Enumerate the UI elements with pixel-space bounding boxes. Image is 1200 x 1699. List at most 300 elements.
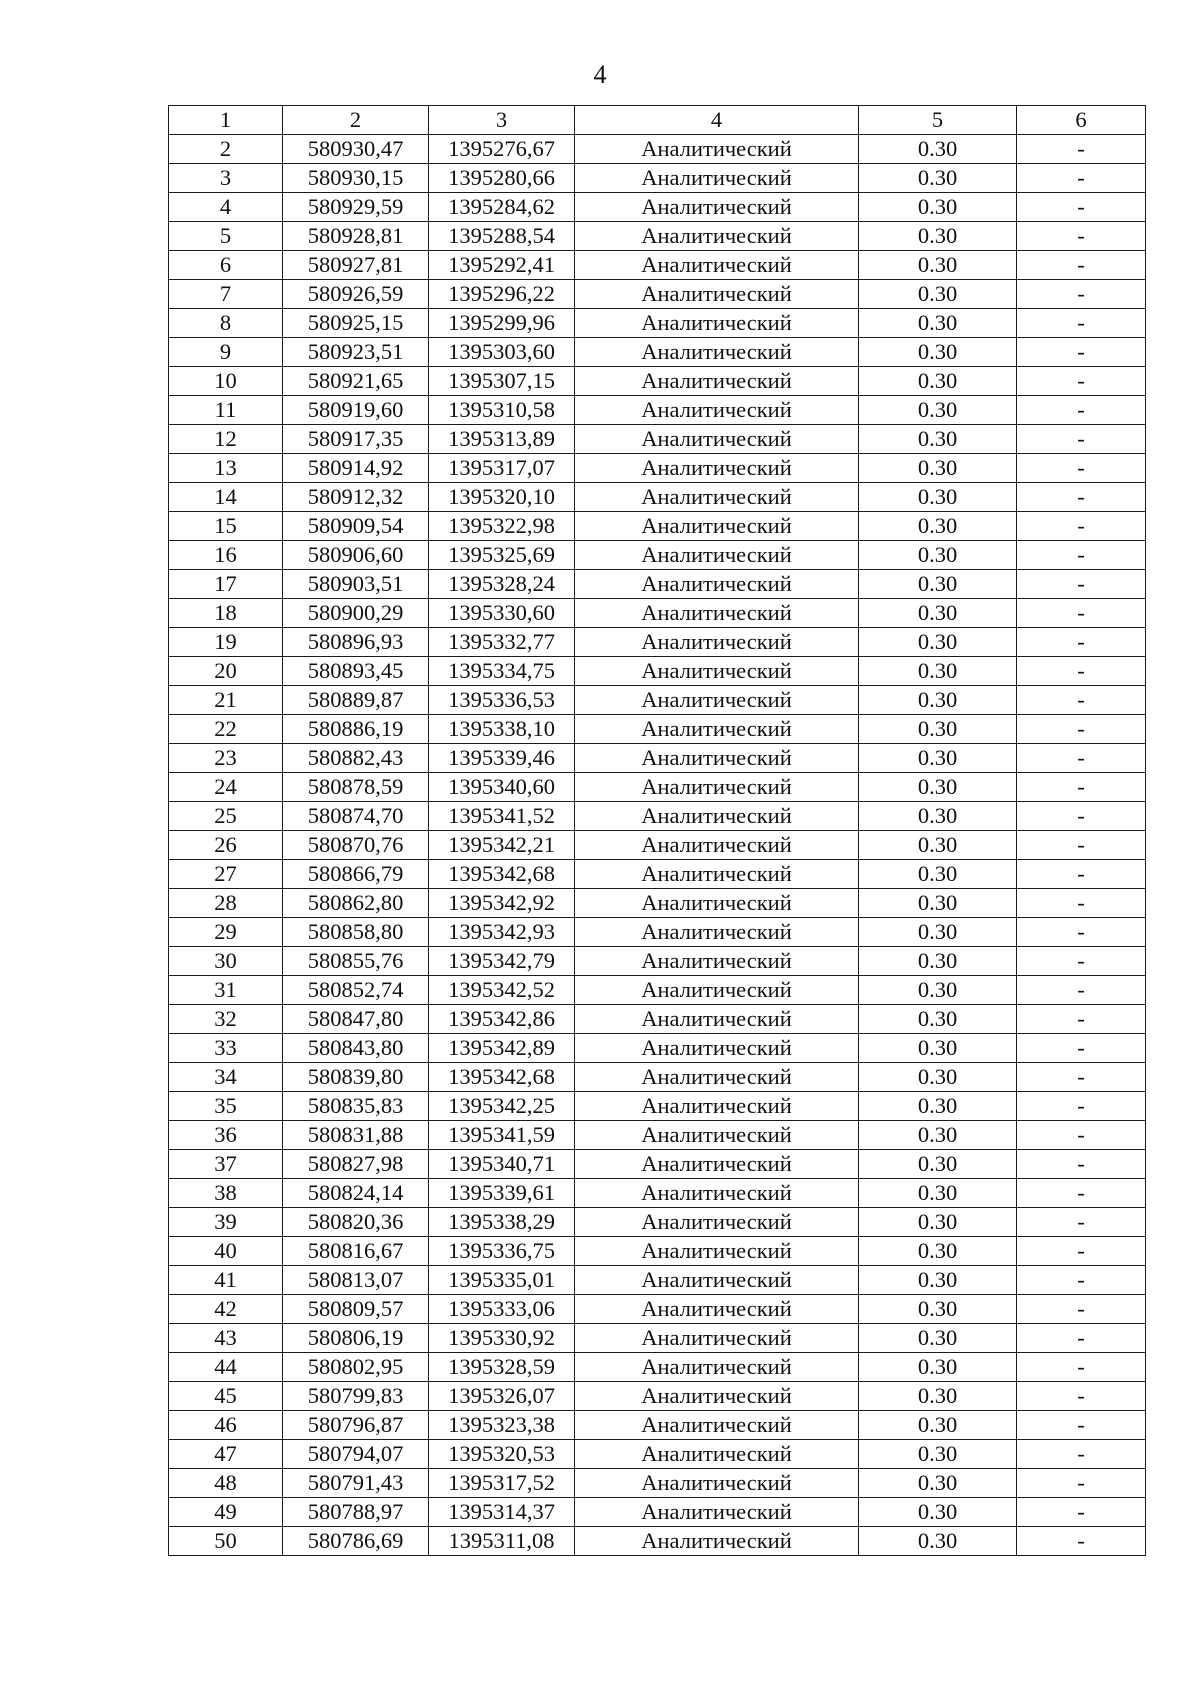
accuracy-cell: 0.30 [859, 1353, 1017, 1382]
accuracy-cell: 0.30 [859, 541, 1017, 570]
accuracy-cell: 0.30 [859, 1527, 1017, 1556]
x-coordinate-cell: 580806,19 [283, 1324, 429, 1353]
y-coordinate-cell: 1395342,68 [429, 1063, 575, 1092]
accuracy-cell: 0.30 [859, 1411, 1017, 1440]
y-coordinate-cell: 1395330,60 [429, 599, 575, 628]
point-number-cell: 4 [169, 193, 283, 222]
method-cell: Аналитический [575, 222, 859, 251]
accuracy-cell: 0.30 [859, 135, 1017, 164]
method-cell: Аналитический [575, 860, 859, 889]
point-number-cell: 47 [169, 1440, 283, 1469]
point-number-cell: 27 [169, 860, 283, 889]
note-cell: - [1017, 599, 1146, 628]
note-cell: - [1017, 1498, 1146, 1527]
y-coordinate-cell: 1395322,98 [429, 512, 575, 541]
x-coordinate-cell: 580858,80 [283, 918, 429, 947]
x-coordinate-cell: 580927,81 [283, 251, 429, 280]
note-cell: - [1017, 570, 1146, 599]
accuracy-cell: 0.30 [859, 947, 1017, 976]
point-number-cell: 11 [169, 396, 283, 425]
note-cell: - [1017, 860, 1146, 889]
table-row [169, 541, 1146, 570]
table-row [169, 1121, 1146, 1150]
table-row [169, 918, 1146, 947]
accuracy-cell: 0.30 [859, 1295, 1017, 1324]
point-number-cell: 15 [169, 512, 283, 541]
y-coordinate-cell: 1395335,01 [429, 1266, 575, 1295]
y-coordinate-cell: 1395330,92 [429, 1324, 575, 1353]
y-coordinate-cell: 1395342,79 [429, 947, 575, 976]
y-coordinate-cell: 1395307,15 [429, 367, 575, 396]
method-cell: Аналитический [575, 1469, 859, 1498]
y-coordinate-cell: 1395341,59 [429, 1121, 575, 1150]
x-coordinate-cell: 580919,60 [283, 396, 429, 425]
method-cell: Аналитический [575, 1179, 859, 1208]
method-cell: Аналитический [575, 802, 859, 831]
x-coordinate-cell: 580925,15 [283, 309, 429, 338]
y-coordinate-cell: 1395336,53 [429, 686, 575, 715]
note-cell: - [1017, 1005, 1146, 1034]
point-number-cell: 43 [169, 1324, 283, 1353]
accuracy-cell: 0.30 [859, 570, 1017, 599]
table-row [169, 193, 1146, 222]
note-cell: - [1017, 947, 1146, 976]
x-coordinate-cell: 580914,92 [283, 454, 429, 483]
method-cell: Аналитический [575, 193, 859, 222]
x-coordinate-cell: 580820,36 [283, 1208, 429, 1237]
method-cell: Аналитический [575, 1266, 859, 1295]
point-number-cell: 8 [169, 309, 283, 338]
accuracy-cell: 0.30 [859, 164, 1017, 193]
y-coordinate-cell: 1395334,75 [429, 657, 575, 686]
x-coordinate-cell: 580794,07 [283, 1440, 429, 1469]
x-coordinate-cell: 580896,93 [283, 628, 429, 657]
accuracy-cell: 0.30 [859, 251, 1017, 280]
y-coordinate-cell: 1395325,69 [429, 541, 575, 570]
method-cell: Аналитический [575, 309, 859, 338]
point-number-cell: 38 [169, 1179, 283, 1208]
table-row [169, 425, 1146, 454]
y-coordinate-cell: 1395342,25 [429, 1092, 575, 1121]
x-coordinate-cell: 580847,80 [283, 1005, 429, 1034]
note-cell: - [1017, 1324, 1146, 1353]
column-header-4: 4 [575, 106, 859, 135]
table-row [169, 831, 1146, 860]
note-cell: - [1017, 1150, 1146, 1179]
accuracy-cell: 0.30 [859, 1208, 1017, 1237]
note-cell: - [1017, 1411, 1146, 1440]
x-coordinate-cell: 580906,60 [283, 541, 429, 570]
method-cell: Аналитический [575, 628, 859, 657]
note-cell: - [1017, 1121, 1146, 1150]
point-number-cell: 14 [169, 483, 283, 512]
note-cell: - [1017, 135, 1146, 164]
x-coordinate-cell: 580802,95 [283, 1353, 429, 1382]
table-row [169, 715, 1146, 744]
method-cell: Аналитический [575, 1005, 859, 1034]
note-cell: - [1017, 367, 1146, 396]
accuracy-cell: 0.30 [859, 1092, 1017, 1121]
table-row [169, 860, 1146, 889]
y-coordinate-cell: 1395336,75 [429, 1237, 575, 1266]
table-body [169, 135, 1146, 1556]
note-cell: - [1017, 338, 1146, 367]
accuracy-cell: 0.30 [859, 860, 1017, 889]
accuracy-cell: 0.30 [859, 744, 1017, 773]
point-number-cell: 48 [169, 1469, 283, 1498]
y-coordinate-cell: 1395342,68 [429, 860, 575, 889]
table-row [169, 976, 1146, 1005]
accuracy-cell: 0.30 [859, 976, 1017, 1005]
table-row [169, 889, 1146, 918]
table-row [169, 1353, 1146, 1382]
point-number-cell: 19 [169, 628, 283, 657]
note-cell: - [1017, 454, 1146, 483]
y-coordinate-cell: 1395333,06 [429, 1295, 575, 1324]
column-header-5: 5 [859, 106, 1017, 135]
y-coordinate-cell: 1395320,10 [429, 483, 575, 512]
note-cell: - [1017, 1237, 1146, 1266]
point-number-cell: 5 [169, 222, 283, 251]
point-number-cell: 34 [169, 1063, 283, 1092]
point-number-cell: 31 [169, 976, 283, 1005]
table-row [169, 338, 1146, 367]
accuracy-cell: 0.30 [859, 686, 1017, 715]
method-cell: Аналитический [575, 947, 859, 976]
y-coordinate-cell: 1395342,86 [429, 1005, 575, 1034]
table-row [169, 1237, 1146, 1266]
accuracy-cell: 0.30 [859, 512, 1017, 541]
point-number-cell: 35 [169, 1092, 283, 1121]
point-number-cell: 26 [169, 831, 283, 860]
table-row [169, 744, 1146, 773]
note-cell: - [1017, 1063, 1146, 1092]
method-cell: Аналитический [575, 570, 859, 599]
y-coordinate-cell: 1395328,24 [429, 570, 575, 599]
point-number-cell: 44 [169, 1353, 283, 1382]
method-cell: Аналитический [575, 744, 859, 773]
accuracy-cell: 0.30 [859, 889, 1017, 918]
table-row [169, 599, 1146, 628]
accuracy-cell: 0.30 [859, 396, 1017, 425]
point-number-cell: 39 [169, 1208, 283, 1237]
header-row [169, 106, 1146, 135]
accuracy-cell: 0.30 [859, 628, 1017, 657]
method-cell: Аналитический [575, 1121, 859, 1150]
note-cell: - [1017, 918, 1146, 947]
table-row [169, 1469, 1146, 1498]
point-number-cell: 9 [169, 338, 283, 367]
point-number-cell: 7 [169, 280, 283, 309]
note-cell: - [1017, 1179, 1146, 1208]
method-cell: Аналитический [575, 918, 859, 947]
accuracy-cell: 0.30 [859, 1005, 1017, 1034]
note-cell: - [1017, 1353, 1146, 1382]
method-cell: Аналитический [575, 773, 859, 802]
point-number-cell: 23 [169, 744, 283, 773]
table-row [169, 1266, 1146, 1295]
accuracy-cell: 0.30 [859, 1179, 1017, 1208]
method-cell: Аналитический [575, 715, 859, 744]
accuracy-cell: 0.30 [859, 1150, 1017, 1179]
point-number-cell: 49 [169, 1498, 283, 1527]
y-coordinate-cell: 1395341,52 [429, 802, 575, 831]
method-cell: Аналитический [575, 831, 859, 860]
method-cell: Аналитический [575, 251, 859, 280]
method-cell: Аналитический [575, 483, 859, 512]
x-coordinate-cell: 580827,98 [283, 1150, 429, 1179]
y-coordinate-cell: 1395284,62 [429, 193, 575, 222]
note-cell: - [1017, 657, 1146, 686]
table-row [169, 802, 1146, 831]
x-coordinate-cell: 580835,83 [283, 1092, 429, 1121]
accuracy-cell: 0.30 [859, 715, 1017, 744]
accuracy-cell: 0.30 [859, 1324, 1017, 1353]
y-coordinate-cell: 1395342,21 [429, 831, 575, 860]
y-coordinate-cell: 1395342,92 [429, 889, 575, 918]
note-cell: - [1017, 976, 1146, 1005]
x-coordinate-cell: 580889,87 [283, 686, 429, 715]
x-coordinate-cell: 580928,81 [283, 222, 429, 251]
point-number-cell: 41 [169, 1266, 283, 1295]
table-row [169, 1005, 1146, 1034]
note-cell: - [1017, 1266, 1146, 1295]
point-number-cell: 25 [169, 802, 283, 831]
table-header [169, 106, 1146, 135]
table-row [169, 947, 1146, 976]
note-cell: - [1017, 1034, 1146, 1063]
table-row [169, 570, 1146, 599]
y-coordinate-cell: 1395313,89 [429, 425, 575, 454]
table-row [169, 1411, 1146, 1440]
table-row [169, 222, 1146, 251]
note-cell: - [1017, 773, 1146, 802]
point-number-cell: 45 [169, 1382, 283, 1411]
x-coordinate-cell: 580843,80 [283, 1034, 429, 1063]
point-number-cell: 50 [169, 1527, 283, 1556]
method-cell: Аналитический [575, 1382, 859, 1411]
accuracy-cell: 0.30 [859, 483, 1017, 512]
note-cell: - [1017, 802, 1146, 831]
table-row [169, 1092, 1146, 1121]
note-cell: - [1017, 425, 1146, 454]
method-cell: Аналитический [575, 280, 859, 309]
y-coordinate-cell: 1395317,07 [429, 454, 575, 483]
method-cell: Аналитический [575, 1237, 859, 1266]
accuracy-cell: 0.30 [859, 222, 1017, 251]
table-row [169, 251, 1146, 280]
y-coordinate-cell: 1395328,59 [429, 1353, 575, 1382]
column-header-6: 6 [1017, 106, 1146, 135]
accuracy-cell: 0.30 [859, 193, 1017, 222]
accuracy-cell: 0.30 [859, 657, 1017, 686]
x-coordinate-cell: 580886,19 [283, 715, 429, 744]
table-row [169, 1440, 1146, 1469]
note-cell: - [1017, 628, 1146, 657]
method-cell: Аналитический [575, 425, 859, 454]
point-number-cell: 32 [169, 1005, 283, 1034]
accuracy-cell: 0.30 [859, 918, 1017, 947]
note-cell: - [1017, 541, 1146, 570]
table-row [169, 1382, 1146, 1411]
method-cell: Аналитический [575, 1527, 859, 1556]
table-row [169, 657, 1146, 686]
accuracy-cell: 0.30 [859, 1469, 1017, 1498]
x-coordinate-cell: 580882,43 [283, 744, 429, 773]
accuracy-cell: 0.30 [859, 338, 1017, 367]
point-number-cell: 16 [169, 541, 283, 570]
table-row [169, 135, 1146, 164]
x-coordinate-cell: 580839,80 [283, 1063, 429, 1092]
method-cell: Аналитический [575, 657, 859, 686]
note-cell: - [1017, 164, 1146, 193]
accuracy-cell: 0.30 [859, 1063, 1017, 1092]
x-coordinate-cell: 580816,67 [283, 1237, 429, 1266]
column-header-1: 1 [169, 106, 283, 135]
method-cell: Аналитический [575, 1034, 859, 1063]
accuracy-cell: 0.30 [859, 280, 1017, 309]
point-number-cell: 22 [169, 715, 283, 744]
note-cell: - [1017, 1527, 1146, 1556]
x-coordinate-cell: 580799,83 [283, 1382, 429, 1411]
table-row [169, 1208, 1146, 1237]
note-cell: - [1017, 686, 1146, 715]
note-cell: - [1017, 193, 1146, 222]
point-number-cell: 28 [169, 889, 283, 918]
accuracy-cell: 0.30 [859, 599, 1017, 628]
accuracy-cell: 0.30 [859, 425, 1017, 454]
point-number-cell: 13 [169, 454, 283, 483]
method-cell: Аналитический [575, 1353, 859, 1382]
x-coordinate-cell: 580862,80 [283, 889, 429, 918]
note-cell: - [1017, 715, 1146, 744]
table-row [169, 164, 1146, 193]
accuracy-cell: 0.30 [859, 1266, 1017, 1295]
x-coordinate-cell: 580786,69 [283, 1527, 429, 1556]
y-coordinate-cell: 1395288,54 [429, 222, 575, 251]
accuracy-cell: 0.30 [859, 1440, 1017, 1469]
point-number-cell: 10 [169, 367, 283, 396]
table-row [169, 1324, 1146, 1353]
method-cell: Аналитический [575, 541, 859, 570]
x-coordinate-cell: 580903,51 [283, 570, 429, 599]
x-coordinate-cell: 580852,74 [283, 976, 429, 1005]
x-coordinate-cell: 580809,57 [283, 1295, 429, 1324]
point-number-cell: 18 [169, 599, 283, 628]
table-row [169, 367, 1146, 396]
point-number-cell: 6 [169, 251, 283, 280]
x-coordinate-cell: 580796,87 [283, 1411, 429, 1440]
y-coordinate-cell: 1395323,38 [429, 1411, 575, 1440]
method-cell: Аналитический [575, 599, 859, 628]
x-coordinate-cell: 580930,47 [283, 135, 429, 164]
table-row [169, 512, 1146, 541]
point-number-cell: 37 [169, 1150, 283, 1179]
accuracy-cell: 0.30 [859, 831, 1017, 860]
table-row [169, 1498, 1146, 1527]
x-coordinate-cell: 580900,29 [283, 599, 429, 628]
method-cell: Аналитический [575, 1092, 859, 1121]
x-coordinate-cell: 580874,70 [283, 802, 429, 831]
method-cell: Аналитический [575, 686, 859, 715]
point-number-cell: 46 [169, 1411, 283, 1440]
y-coordinate-cell: 1395332,77 [429, 628, 575, 657]
y-coordinate-cell: 1395299,96 [429, 309, 575, 338]
note-cell: - [1017, 889, 1146, 918]
accuracy-cell: 0.30 [859, 773, 1017, 802]
y-coordinate-cell: 1395314,37 [429, 1498, 575, 1527]
x-coordinate-cell: 580917,35 [283, 425, 429, 454]
note-cell: - [1017, 396, 1146, 425]
table-row [169, 1179, 1146, 1208]
y-coordinate-cell: 1395311,08 [429, 1527, 575, 1556]
point-number-cell: 40 [169, 1237, 283, 1266]
method-cell: Аналитический [575, 367, 859, 396]
x-coordinate-cell: 580855,76 [283, 947, 429, 976]
table-row [169, 309, 1146, 338]
point-number-cell: 42 [169, 1295, 283, 1324]
x-coordinate-cell: 580788,97 [283, 1498, 429, 1527]
x-coordinate-cell: 580791,43 [283, 1469, 429, 1498]
y-coordinate-cell: 1395310,58 [429, 396, 575, 425]
note-cell: - [1017, 1469, 1146, 1498]
y-coordinate-cell: 1395303,60 [429, 338, 575, 367]
y-coordinate-cell: 1395338,10 [429, 715, 575, 744]
y-coordinate-cell: 1395280,66 [429, 164, 575, 193]
x-coordinate-cell: 580878,59 [283, 773, 429, 802]
y-coordinate-cell: 1395320,53 [429, 1440, 575, 1469]
method-cell: Аналитический [575, 1411, 859, 1440]
table-row [169, 773, 1146, 802]
note-cell: - [1017, 251, 1146, 280]
page-number: 4 [593, 60, 607, 89]
table-row [169, 686, 1146, 715]
method-cell: Аналитический [575, 1498, 859, 1527]
method-cell: Аналитический [575, 1440, 859, 1469]
method-cell: Аналитический [575, 338, 859, 367]
y-coordinate-cell: 1395340,60 [429, 773, 575, 802]
x-coordinate-cell: 580912,32 [283, 483, 429, 512]
x-coordinate-cell: 580909,54 [283, 512, 429, 541]
accuracy-cell: 0.30 [859, 454, 1017, 483]
y-coordinate-cell: 1395342,52 [429, 976, 575, 1005]
method-cell: Аналитический [575, 1295, 859, 1324]
method-cell: Аналитический [575, 396, 859, 425]
accuracy-cell: 0.30 [859, 367, 1017, 396]
column-header-3: 3 [429, 106, 575, 135]
y-coordinate-cell: 1395276,67 [429, 135, 575, 164]
table-row [169, 1063, 1146, 1092]
x-coordinate-cell: 580921,65 [283, 367, 429, 396]
point-number-cell: 33 [169, 1034, 283, 1063]
method-cell: Аналитический [575, 135, 859, 164]
point-number-cell: 17 [169, 570, 283, 599]
y-coordinate-cell: 1395292,41 [429, 251, 575, 280]
method-cell: Аналитический [575, 1324, 859, 1353]
x-coordinate-cell: 580824,14 [283, 1179, 429, 1208]
x-coordinate-cell: 580831,88 [283, 1121, 429, 1150]
y-coordinate-cell: 1395338,29 [429, 1208, 575, 1237]
accuracy-cell: 0.30 [859, 1382, 1017, 1411]
point-number-cell: 30 [169, 947, 283, 976]
y-coordinate-cell: 1395342,93 [429, 918, 575, 947]
point-number-cell: 2 [169, 135, 283, 164]
accuracy-cell: 0.30 [859, 1237, 1017, 1266]
method-cell: Аналитический [575, 1063, 859, 1092]
point-number-cell: 20 [169, 657, 283, 686]
note-cell: - [1017, 831, 1146, 860]
x-coordinate-cell: 580866,79 [283, 860, 429, 889]
